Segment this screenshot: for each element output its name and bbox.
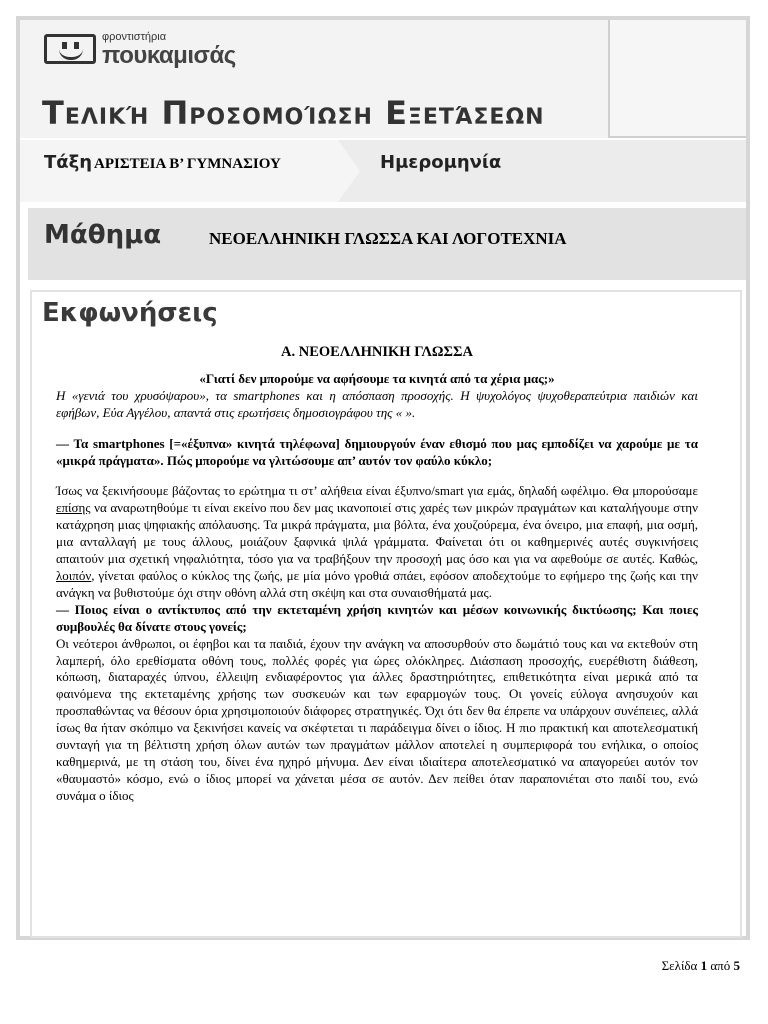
questions-section [30, 290, 742, 938]
underlined-word: επίσης [56, 500, 91, 516]
section-text [56, 344, 698, 805]
article-title: «Γιατί δεν μπορούμε να αφήσουμε τα κινητά από τα χέρια μας;» [199, 370, 555, 386]
date-label: Ημερομηνία [380, 152, 502, 173]
answer-1: Ίσως να ξεκινήσουμε βάζοντας το ερώτημα τι στ’ αλήθεια είναι έξυπνο/smart για εμάς, δηλαδή ωφέλιμο. Θα μπορούσαμε επίσης να αναρωτηθούμε τι είναι εκείνο που δεν μας ικανοποιεί στις χαρές των μικρών πραγμάτων και καταλήγουμε στην κατάχρηση μιας ψηφιακής απόλαυσης. Τα μικρά πράγματα, μια βόλτα, ένα χουζούρεμα, ένα όνειρο, μια επαφή, μια οσμή, μια ανταλλαγή με τους άλλους, μοιάζουν ξαφνικά ψιλά γράμματα. Φαίνεται ότι οι καθημερινές αυτές συγκινήσεις απαιτούν μια σχετική νηφαλιότητα, τόσο για να τραβήξουν την προσοχή μας όσο και για να αφεθούμε σε αυτές. Καθώς, λοιπόν, γίνεται φαύλος ο κύκλος της ζωής, με μία μόνο γροθιά σπάει, εφόσον αποδεχτούμε το εφήμερο της ζωής και την ανάγκη να βυθιστούμε όχι στην οθόνη αλλά στη σκέψη και στα συναισθήματά μας. [56, 483, 698, 600]
logo [44, 31, 274, 70]
answer-2: Οι νεότεροι άνθρωποι, οι έφηβοι και τα παιδιά, έχουν την ανάγκη να αποσυρθούν στο δωμάτιό τους και να εκτεθούν στη λαμπερή, όλο ερεθίσματα οθόνη τους, πολλές φορές για ώρες ολόκληρες. Διάσπαση προσοχής, ευερέθιστη διάθεση, κόπωση, διαταραχές ύπνου, έλλειψη ενδιαφέροντος για άλλες δραστηριότητες, επιθετικότητα είναι μερικά από τα φαινόμενα της εκτεταμένης χρήσης των συσκευών και των εφαρμογών τους. Οι γονείς εύλογα ανησυχούν και προσπαθώντας να θέσουν όρια χρησιμοποιούν διάφορες στρατηγικές. Όχι ότι δεν θα έπρεπε να υπάρχουν συνέπειες, αλλά ίσως θα ήταν σκόπιμο να ξεκινήσει κανείς να σκέφτεται τι παράδειγμα δίνει ο ίδιος. Η πιο πρακτική και αποτελεσματική συνταγή για τη βέλτιστη χρήση όλων αυτών των πραγμάτων μάλλον αποτελεί η συμπεριφορά του ενήλικα, ο οποίος καθημερινά, με τη στάση του, δίνει ένα ηχηρό μήνυμα. Δεν είναι ιδιαίτερα αποτελεσματικό να απαγορεύει αυτόν τον «θαυμαστό» κόσμο, ενώ ο ίδιος μπορεί να χάνεται μέσα σε αυτόν. Δεν πείθει όταν παραπονιέται στο παιδί του, ενώ συνάμα ο ίδιος [56, 635, 698, 803]
question-1: — Τα smartphones [=«έξυπνα» κινητά τηλέφωνα] δημιουργούν έναν εθισμό που μας εμποδίζει να χαρούμε με τα «μικρά πράγματα». Πώς μπορούμε να γλιτώσουμε απ’ αυτόν τον φαύλο κύκλο; [56, 435, 698, 468]
underlined-word: λοιπόν [56, 567, 92, 583]
section-heading: Εκφωνήσεις [42, 298, 218, 328]
header-corner-box [608, 20, 746, 138]
logo-brand-text: πουκαμισάς [102, 42, 236, 69]
logo-face-icon [44, 34, 96, 64]
page-title: Τελική Προσομοίωση Εξετάσεων [42, 94, 545, 132]
page-number: Σελίδα 1 από 5 [661, 958, 740, 973]
question-2: — Ποιος είναι ο αντίκτυπος από την εκτεταμένη χρήση κινητών και μέσων κοινωνικής δικτύωσης; Και ποιες συμβουλές θα δίνατε στους γονείς; [56, 601, 698, 634]
subject-value: ΝΕΟΕΛΛΗΝΙΚΗ ΓΛΩΣΣΑ ΚΑΙ ΛΟΓΟΤΕΧΝΙΑ [209, 229, 567, 248]
class-value: ΑΡΙΣΤΕΙΑ Β’ ΓΥΜΝΑΣΙΟΥ [94, 156, 281, 172]
article-subtitle: Η «γενιά του χρυσόψαρου», τα smartphones και η απόσπαση προσοχής. Η ψυχολόγος ψυχοθεραπεύτρια παιδιών και εφήβων, Εύα Αγγέλου, απαντά στις ερωτήσεις δημοσιογράφου της « ». [56, 387, 698, 420]
class-label: Τάξη [44, 152, 93, 173]
part-title: Α. ΝΕΟΕΛΛΗΝΙΚΗ ΓΛΩΣΣΑ [281, 344, 473, 360]
logo-small-text: φροντιστήρια [102, 31, 167, 43]
class-row [20, 140, 746, 202]
subject-label: Μάθημα [44, 220, 162, 250]
subject-row [28, 208, 746, 280]
